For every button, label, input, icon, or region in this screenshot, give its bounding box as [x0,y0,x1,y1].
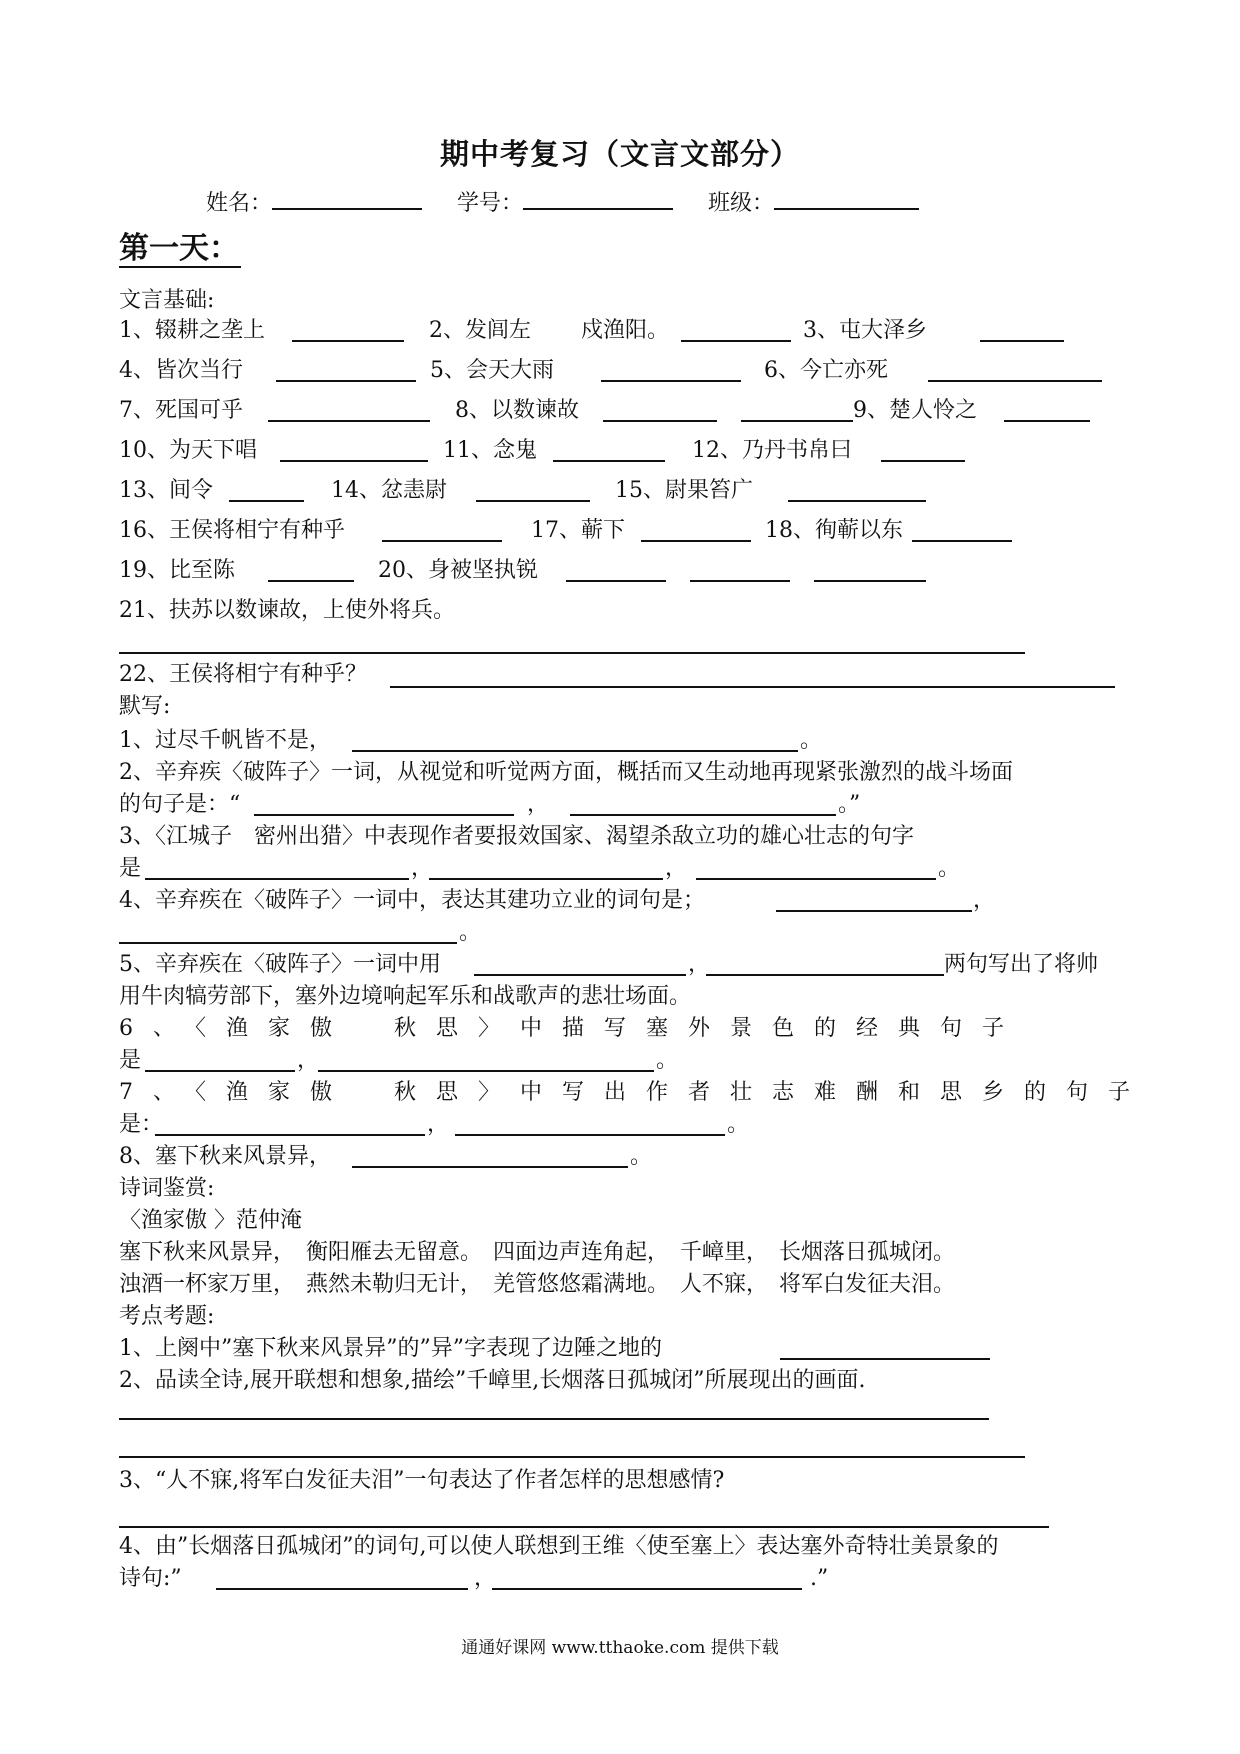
answer-blank[interactable] [292,340,404,342]
poem-line-1: 塞下秋来风景异， 衡阳雁去无留意。 四面边声连角起， 千嶂里， 长烟落日孤城闭。 [119,1240,956,1265]
answer-blank[interactable] [145,1070,295,1072]
class-field [708,186,919,217]
basics-item: 16、王侯将相宁有种乎 [119,518,345,543]
dictation-q6: 6、〈渔家傲 秋思〉中描写塞外景色的经典句子 [119,1016,1024,1041]
answer-blank[interactable] [603,420,717,422]
punct: ， [411,856,434,881]
exam-q4-cont: 诗句:” [119,1566,182,1591]
punct: 。 [938,856,961,881]
punct: ， [297,1048,320,1073]
answer-blank[interactable] [229,500,304,502]
dictation-q4: 4、辛弃疾在〈破阵子〉一词中，表达其建功立业的词句是； [119,888,705,913]
answer-blank[interactable] [696,878,936,880]
dictation-q5-cont: 两句写出了将帅 [944,952,1099,977]
basics-item: 2、发闾左 [429,318,531,343]
student-id-label: 学号： [457,191,524,216]
name-blank[interactable] [272,188,422,210]
exam-heading: 考点考题: [119,1304,215,1329]
dictation-q3-cont: 是 [119,856,142,881]
answer-blank[interactable] [553,460,665,462]
answer-blank[interactable] [216,1588,468,1590]
poem-heading: 诗词鉴赏: [119,1176,215,1201]
footer-text: 通通好课网 www.tthaoke.com 提供下载 [461,1638,779,1658]
day-heading: 第一天： [119,231,239,266]
student-id-blank[interactable] [523,188,673,210]
basics-item: 22、王侯将相宁有种乎？ [119,662,367,687]
basics-item: 17、蕲下 [531,518,625,543]
dictation-q8: 8、塞下秋来风景异， [119,1144,331,1169]
name-label: 姓名： [206,191,273,216]
punct: 。 [800,728,823,753]
answer-blank[interactable] [352,750,798,752]
dictation-q7: 7、〈渔家傲 秋思〉中写出作者壮志难酬和思乡的句子 [119,1080,1150,1105]
answer-blank[interactable] [268,580,354,582]
punct: .” [810,1566,829,1591]
basics-item: 11、念鬼 [443,438,537,463]
dictation-q2: 2、辛弃疾〈破阵子〉一词，从视觉和听觉两方面，概括而又生动地再现紧张激烈的战斗场面 [119,760,1014,785]
answer-blank[interactable] [476,500,590,502]
dictation-heading: 默写: [119,694,171,719]
basics-item: 12、乃丹书帛曰 [692,438,852,463]
punct: ， [427,1112,450,1137]
answer-blank[interactable] [780,1358,990,1360]
answer-blank[interactable] [318,1070,654,1072]
answer-blank[interactable] [1004,420,1090,422]
answer-blank[interactable] [814,580,926,582]
answer-blank[interactable] [474,974,686,976]
basics-item: 3、屯大泽乡 [803,318,927,343]
basics-item: 13、间令 [119,478,213,503]
answer-blank[interactable] [352,1166,628,1168]
punct: ， [688,952,711,977]
exam-q3: 3、“人不寐,将军白发征夫泪”一句表达了作者怎样的思想感情? [119,1468,725,1493]
answer-line[interactable] [390,686,1115,688]
poem-line-2: 浊酒一杯家万里， 燕然未勒归无计， 羌管悠悠霜满地。 人不寐， 将军白发征夫泪。 [119,1272,956,1297]
punct: ， [665,856,688,881]
answer-line[interactable] [119,1456,1025,1458]
answer-blank[interactable] [455,1134,725,1136]
answer-blank[interactable] [145,878,409,880]
answer-blank[interactable] [776,910,972,912]
basics-item: 20、身被坚执锐 [378,558,538,583]
answer-blank[interactable] [492,1588,802,1590]
basics-item: 15、尉果笞广 [615,478,753,503]
basics-item: 10、为天下唱 [119,438,257,463]
answer-blank[interactable] [280,460,428,462]
answer-line[interactable] [119,652,1025,654]
answer-line[interactable] [119,1526,1049,1528]
class-blank[interactable] [774,188,919,210]
answer-blank[interactable] [881,460,965,462]
basics-item: 8、以数谏故 [455,398,579,423]
basics-item: 1、辍耕之垄上 [119,318,265,343]
basics-item: 7、死国可乎 [119,398,243,423]
answer-blank[interactable] [276,380,416,382]
answer-blank[interactable] [429,878,663,880]
answer-blank[interactable] [566,580,666,582]
exam-q1: 1、上阕中”塞下秋来风景异”的”异”字表现了边陲之地的 [119,1336,662,1361]
basics-item: 戍渔阳。 [581,318,670,343]
answer-blank[interactable] [741,420,853,422]
basics-item: 14、忿恚尉 [331,478,447,503]
answer-blank[interactable] [254,814,514,816]
answer-blank[interactable] [601,380,741,382]
answer-blank[interactable] [119,942,457,944]
basics-item: 5、会天大雨 [430,358,554,383]
dictation-q6-cont: 是 [119,1048,142,1073]
basics-item: 6、今亡亦死 [764,358,888,383]
basics-heading: 文言基础: [119,288,215,313]
answer-blank[interactable] [155,1134,425,1136]
dictation-q5-line2: 用牛肉犒劳部下，塞外边境响起军乐和战歌声的悲壮场面。 [119,984,692,1009]
dictation-q5: 5、辛弃疾在〈破阵子〉一词中用 [119,952,441,977]
answer-blank[interactable] [382,540,502,542]
punct: 。 [459,920,482,945]
answer-blank[interactable] [641,540,751,542]
poem-title: 〈渔家傲 〉范仲淹 [119,1208,302,1233]
dictation-q1: 1、过尽千帆皆不是， [119,728,331,753]
student-id-field [457,186,673,217]
answer-blank[interactable] [268,420,430,422]
punct: 。” [838,792,861,817]
punct: 。 [727,1112,750,1137]
exam-q4: 4、由”长烟落日孤城闭”的词句,可以使人联想到王维〈使至塞上〉表达塞外奇特壮美景象的 [119,1534,999,1559]
answer-blank[interactable] [980,340,1064,342]
answer-blank[interactable] [928,380,1102,382]
name-field [206,186,422,217]
basics-item: 9、楚人怜之 [853,398,977,423]
basics-item: 19、比至陈 [119,558,235,583]
exam-q2: 2、品读全诗,展开联想和想象,描绘”千嶂里,长烟落日孤城闭”所展现出的画面. [119,1368,866,1393]
punct: ， [973,888,996,913]
dictation-q2-cont: 的句子是：“ [119,792,241,817]
answer-blank[interactable] [706,974,944,976]
answer-blank[interactable] [788,500,926,502]
punct: ， [474,1566,497,1591]
punct: 。 [656,1048,679,1073]
dictation-q3: 3、〈江城子 密州出猎〉中表现作者要报效国家、渴望杀敌立功的雄心壮志的句字 [119,824,914,849]
answer-blank[interactable] [570,814,836,816]
punct: 。 [630,1144,653,1169]
answer-blank[interactable] [681,340,791,342]
answer-line[interactable] [119,1418,989,1420]
class-label: 班级： [708,191,775,216]
answer-blank[interactable] [690,580,790,582]
page-title: 期中考复习（文言文部分） [439,137,800,171]
answer-blank[interactable] [912,540,1012,542]
punct: ， [527,792,550,817]
basics-item: 4、皆次当行 [119,358,243,383]
dictation-q7-cont: 是： [119,1112,164,1137]
basics-item: 18、徇蕲以东 [765,518,903,543]
basics-item: 21、扶苏以数谏故，上使外将兵。 [119,598,455,623]
